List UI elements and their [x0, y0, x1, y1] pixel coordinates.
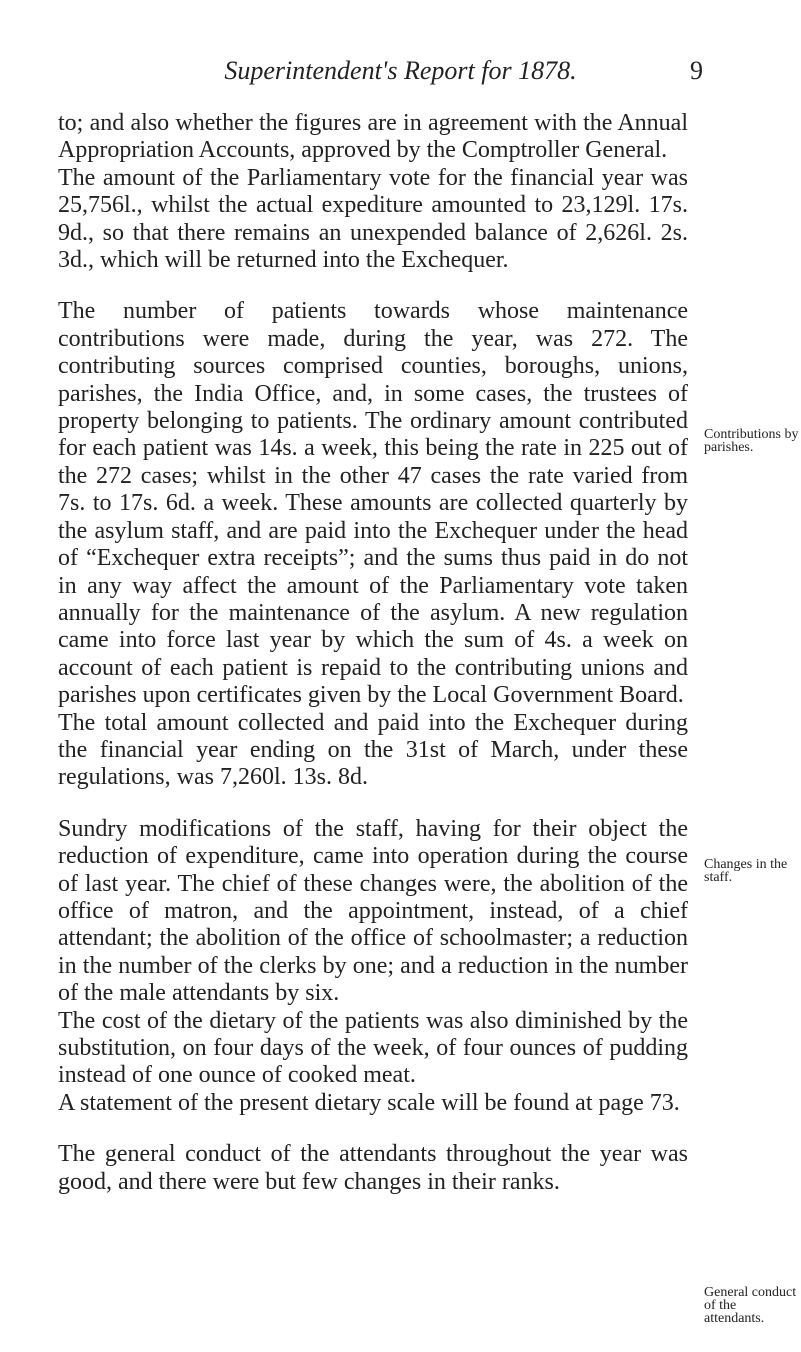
paragraph-vote: The amount of the Parliamentary vote for the financial year was 25,756l., whilst the actual expediture amounted to 23,129l. 17s. 9d., so that there remains an unexpended balance of 2,626l. 2s. 3d., which will be returned into the Exchequer. [58, 164, 688, 274]
margin-note-staff-changes: Changes in the staff. [704, 857, 788, 885]
page-header [0, 56, 801, 96]
paragraph-appropriation: to; and also whether the figures are in agreement with the Annual Appropriation Accounts, approved by the Comptroller General. [58, 110, 688, 164]
page-number: 9 [690, 56, 703, 85]
paragraph-total-collected: The total amount collected and paid into the Exchequer during the financial year ending on the 31st of March, under these regulations, was 7,260l. 13s. 8d. [58, 709, 688, 791]
running-title: Superintendent's Report for 1878. [224, 56, 577, 85]
paragraph-general-conduct: The general conduct of the attendants throughout the year was good, and there were but few changes in their ranks. [58, 1141, 688, 1195]
paragraph-dietary-cost: The cost of the dietary of the patients was also diminished by the substitution, on four days of the week, of four ounces of pudding instead of one ounce of cooked meat. [58, 1007, 688, 1089]
paragraph-contributions: The number of patients towards whose maintenance contributions were made, during the year, was 272. The contributing sources comprised counties, boroughs, unions, parishes, the India Office, and, in some cases, the trustees of property belonging to patients. The ordinary amount contributed for each patient was 14s. a week, this being the rate in 225 out of the 272 cases; whilst in the other 47 cases the rate varied from 7s. to 17s. 6d. a week. These amounts are collected quarterly by the asylum staff, and are paid into the Exchequer under the head of “Exchequer extra receipts”; and the sums thus paid in do not in any way affect the amount of the Parliamentary vote taken annually for the maintenance of the asylum. A new regulation came into force last year by which the sum of 4s. a week on account of each patient is repaid to the contributing unions and parishes upon certificates given by the Local Government Board. [58, 298, 688, 709]
margin-note-contributions: Contributions by parishes. [704, 427, 799, 455]
body-text [58, 110, 688, 1196]
paragraph-staff-modifications: Sundry modifications of the staff, having for their object the reduction of expenditure, came into operation during the course of last year. The chief of these changes were, the abolition of the office of matron, and the appointment, instead, of a chief attendant; the abolition of the office of schoolmaster; a reduction in the number of the clerks by one; and a reduction in the number of the male attendants by six. [58, 815, 688, 1007]
paragraph-dietary-scale: A statement of the present dietary scale will be found at page 73. [58, 1089, 680, 1116]
margin-note-conduct: General conduct of the attendants. [704, 1285, 797, 1326]
